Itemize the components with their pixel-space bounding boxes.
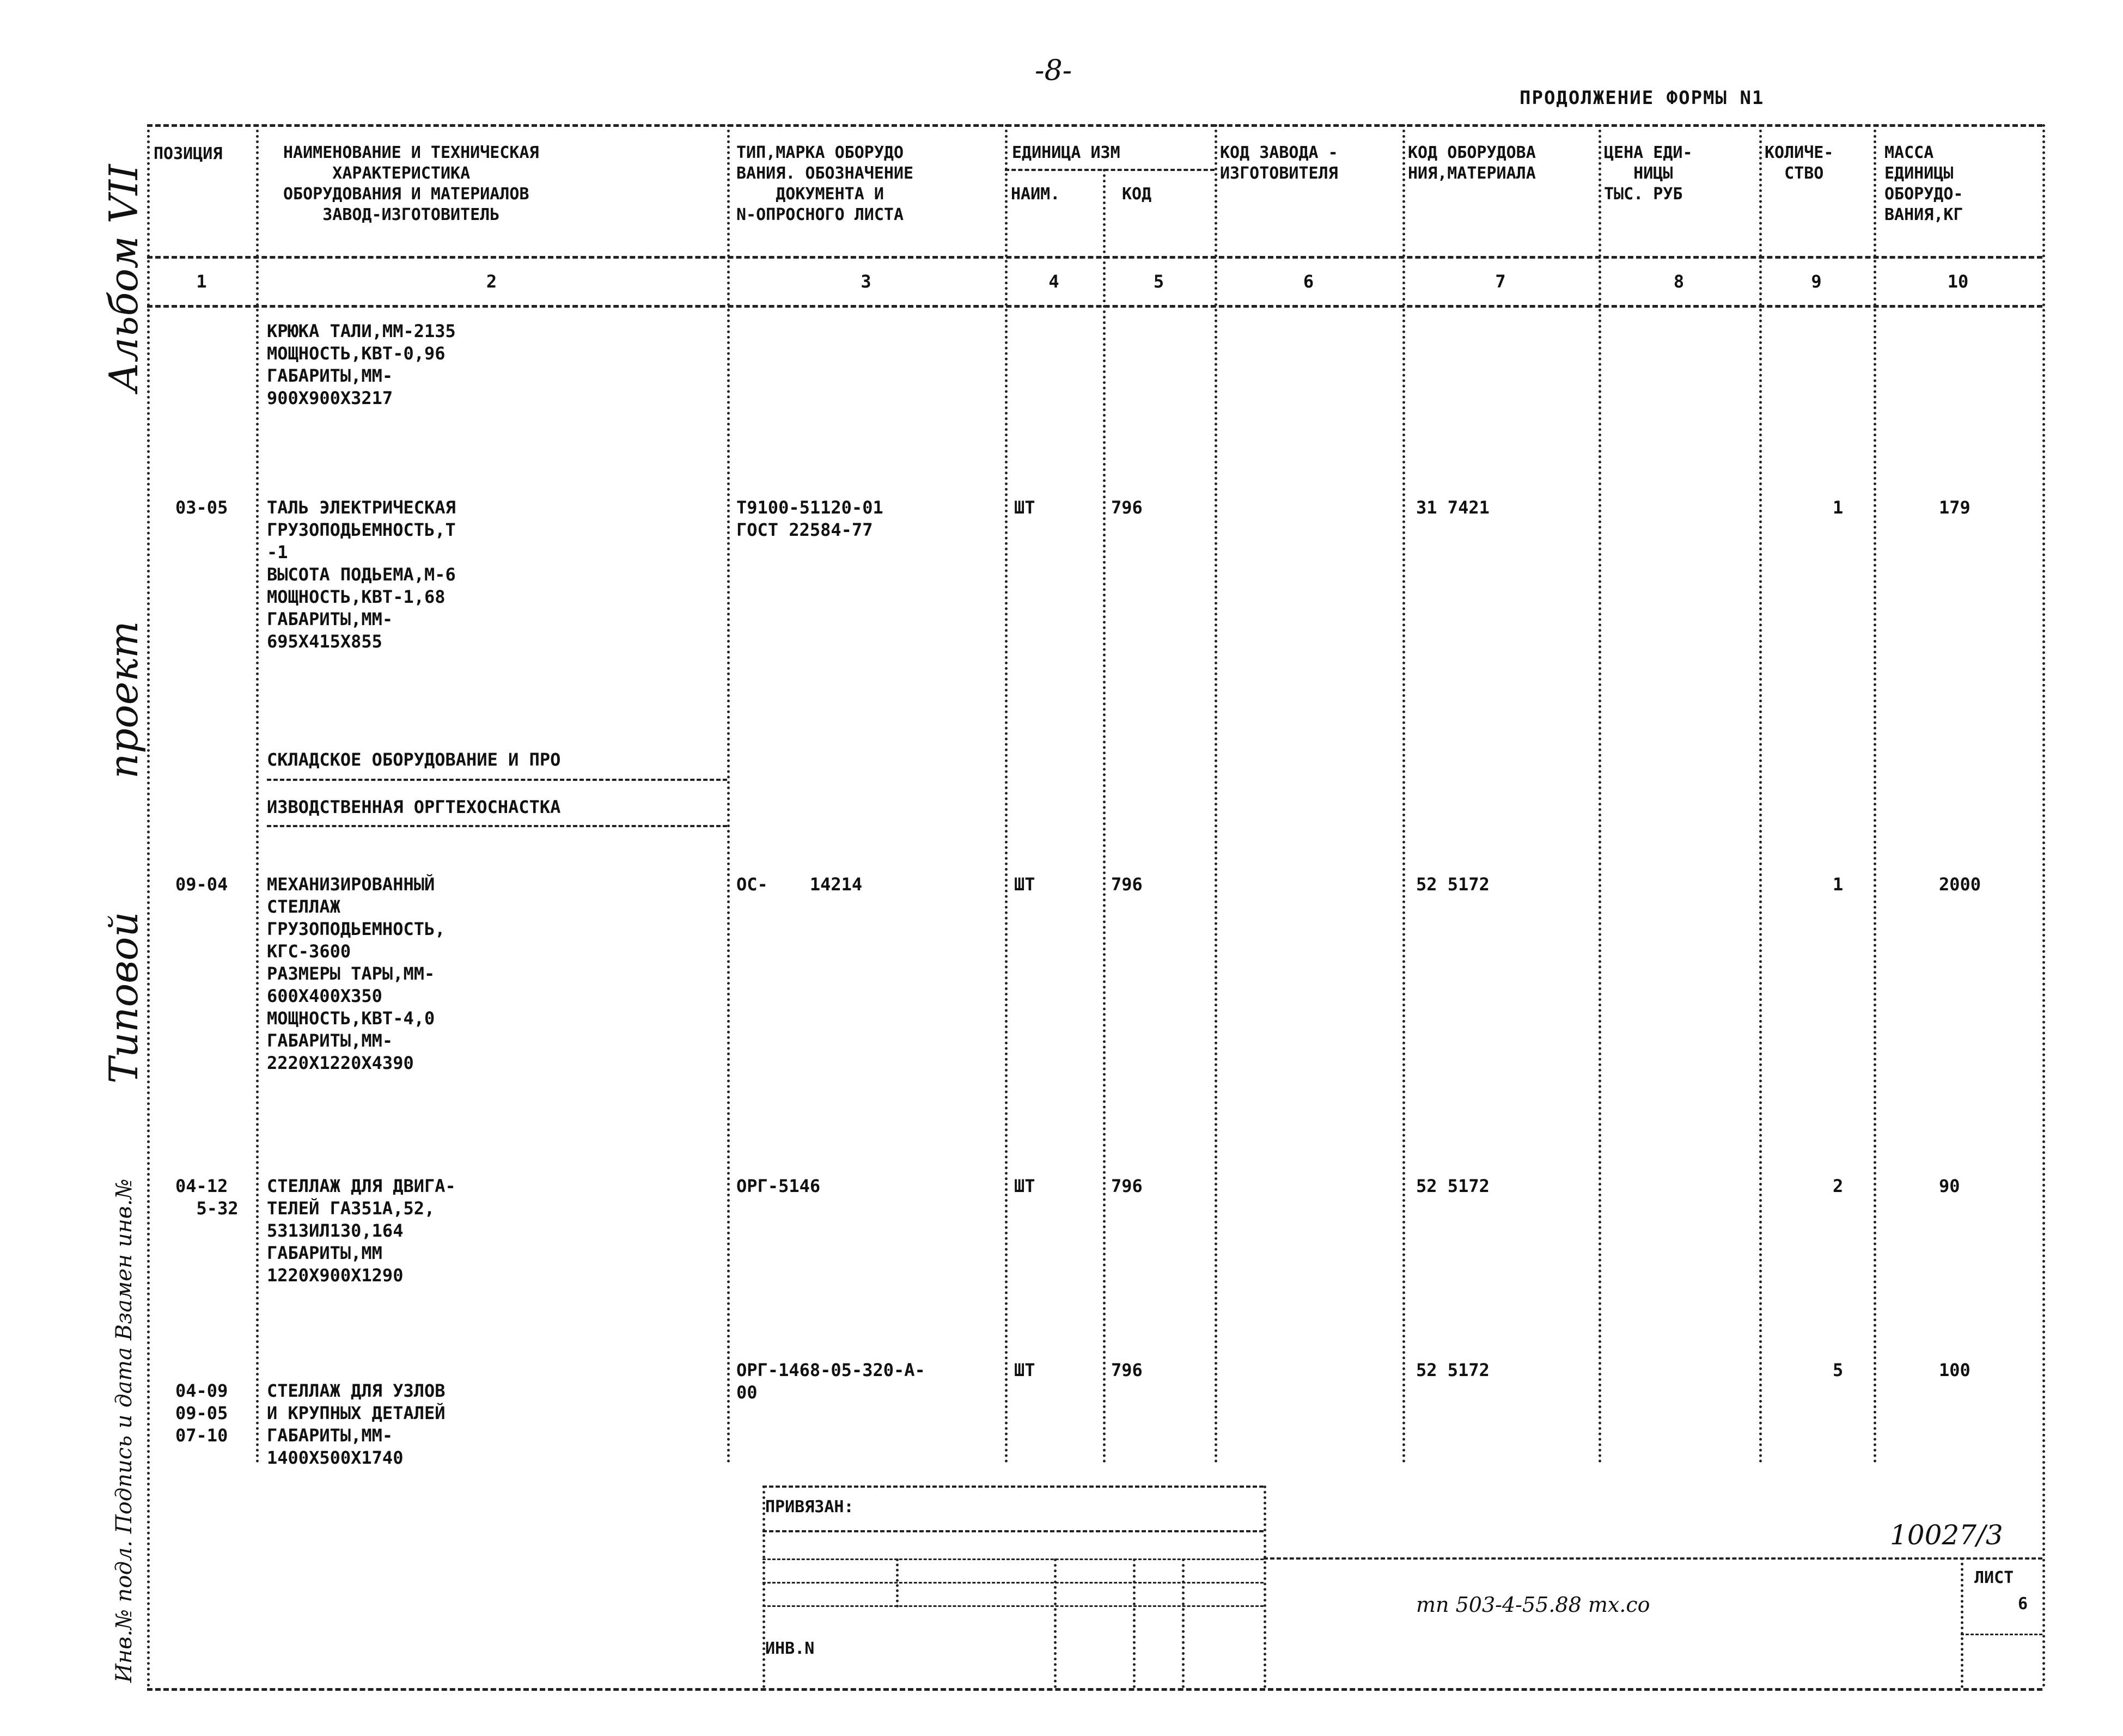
row-quantity: 5 (1833, 1360, 1844, 1380)
column-number-8: 8 (1673, 271, 1685, 292)
table-right-border (2042, 124, 2045, 1688)
header-position: ПОЗИЦИЯ (154, 144, 223, 163)
row-equipment-code: 52 5172 (1416, 1360, 1490, 1380)
stamp-divider-1 (896, 1558, 899, 1607)
column-number-10: 10 (1947, 271, 1969, 292)
row-type: ОРГ-5146 (736, 1176, 821, 1196)
row-quantity: 1 (1833, 497, 1844, 518)
row-unit: ШТ (1014, 1360, 1035, 1380)
column-number-5: 5 (1153, 271, 1164, 292)
row-unit: ШТ (1014, 497, 1035, 518)
stamp-divider-3 (1133, 1558, 1136, 1688)
header-type: ТИП,МАРКА ОБОРУДО ВАНИЯ. ОБОЗНАЧЕНИЕ ДОКУМЕНТА И N-ОПРОСНОГО ЛИСТА (736, 143, 914, 224)
row-unit-code: 796 (1111, 1360, 1143, 1380)
header-equipment-code: КОД ОБОРУДОВА НИЯ,МАТЕРИАЛА (1408, 143, 1536, 183)
stamp-inventory-label: ИНВ.N (765, 1639, 815, 1658)
page-bottom-rule (147, 1688, 2042, 1691)
colnum-bottom-rule (147, 305, 2042, 308)
stamp-rule-3 (762, 1582, 1264, 1584)
row-position: 04-09 09-05 07-10 (175, 1380, 228, 1446)
section-title-line-1: СКЛАДСКОЕ ОБОРУДОВАНИЕ И ПРО (267, 749, 561, 770)
header-bottom-rule (147, 256, 2042, 259)
stamp-rule-1 (762, 1530, 1264, 1532)
table-left-border (147, 124, 150, 1688)
row-name: СТЕЛЛАЖ ДЛЯ ДВИГА- ТЕЛЕЙ ГАЗ51А,52, 5313ИЛ130,164 ГАБАРИТЫ,ММ 1220Х900Х1290 (267, 1176, 456, 1286)
side-label-typical: Типовой (101, 912, 147, 1084)
row-mass: 100 (1939, 1360, 1971, 1380)
document-code: тп 503-4-55.88 тх.со (1416, 1593, 1650, 1617)
sheet-code: 10027/3 (1890, 1519, 2003, 1551)
row-name: МЕХАНИЗИРОВАННЫЙ СТЕЛЛАЖ ГРУЗОПОДЬЕМНОСТЬ, КГС-3600 РАЗМЕРЫ ТАРЫ,ММ- 600Х400Х350 МОЩНОСТЬ,КВТ-4,0 ГАБАРИТЫ,ММ- 2220Х1220Х4390 (267, 874, 446, 1073)
row-mass: 179 (1939, 497, 1971, 518)
section-rule-1 (267, 779, 727, 781)
row-quantity: 2 (1833, 1176, 1844, 1196)
row-equipment-code: 31 7421 (1416, 497, 1490, 518)
row-unit-code: 796 (1111, 1176, 1143, 1196)
stamp-rule-4 (762, 1605, 1264, 1607)
row-mass: 2000 (1939, 874, 1981, 895)
form-continuation: ПРОДОЛЖЕНИЕ ФОРМЫ N1 (1520, 87, 1765, 109)
column-number-9: 9 (1811, 271, 1822, 292)
sheet-label: ЛИСТ (1974, 1568, 2014, 1587)
table-top-rule (147, 124, 2042, 127)
col-divider-2 (727, 124, 730, 1464)
row-name: СТЕЛЛАЖ ДЛЯ УЗЛОВ И КРУПНЫХ ДЕТАЛЕЙ ГАБАРИТЫ,ММ- 1400Х500Х1740 (267, 1380, 446, 1468)
column-number-3: 3 (861, 271, 871, 292)
col-divider-9 (1874, 124, 1876, 1464)
row-unit-code: 796 (1111, 874, 1143, 895)
column-number-7: 7 (1495, 271, 1506, 292)
row-position: 04-12 5-32 (175, 1176, 239, 1219)
column-number-4: 4 (1048, 271, 1059, 292)
col-divider-7 (1599, 124, 1601, 1464)
row-equipment-code: 52 5172 (1416, 1176, 1490, 1196)
header-unit-price: ЦЕНА ЕДИ- НИЦЫ ТЫС. РУБ (1604, 143, 1693, 204)
col-divider-3 (1005, 124, 1008, 1464)
stamp-left-border (762, 1486, 765, 1688)
stamp-right-border (1264, 1486, 1266, 1688)
col-divider-1 (256, 124, 259, 1464)
page-number: -8- (1035, 54, 1072, 87)
row-position: 03-05 (175, 497, 228, 518)
row-type: ОРГ-1468-05-320-А- 00 (736, 1360, 925, 1403)
row-type: ОС- 14214 (736, 874, 863, 895)
col-divider-5 (1215, 124, 1217, 1464)
section-rule-2 (267, 825, 727, 827)
col-divider-6 (1402, 124, 1405, 1464)
row-equipment-code: 52 5172 (1416, 874, 1490, 895)
stamp-divider-4 (1182, 1558, 1185, 1688)
sheet-number: 6 (2018, 1594, 2028, 1613)
side-label-album: Альбом VII (101, 164, 147, 392)
stamp-bound-label: ПРИВЯЗАН: (765, 1497, 854, 1517)
unit-split-rule (1005, 169, 1215, 171)
row-unit-code: 796 (1111, 497, 1143, 518)
side-label-project: проект (101, 621, 147, 779)
header-quantity: КОЛИЧЕ- СТВО (1765, 143, 1834, 183)
row-position: 09-04 (175, 874, 228, 895)
row-type: Т9100-51120-01 ГОСТ 22584-77 (736, 497, 883, 540)
header-unit: ЕДИНИЦА ИЗМ (1012, 143, 1120, 162)
header-maker-code: КОД ЗАВОДА - ИЗГОТОВИТЕЛЯ (1220, 143, 1338, 183)
row-unit: ШТ (1014, 1176, 1035, 1196)
side-label-inventory: Инв.№ подл. Подпись и дата Взамен инв.№ (112, 1178, 137, 1683)
column-number-1: 1 (196, 271, 207, 292)
sheet-box-rule (1961, 1634, 2042, 1635)
section-title-line-2: ИЗВОДСТВЕННАЯ ОРГТЕХОСНАСТКА (267, 797, 561, 817)
col-divider-8 (1759, 124, 1762, 1464)
header-unit-name: НАИМ. (1011, 185, 1060, 204)
col-divider-4 (1103, 169, 1106, 1464)
stamp-rule-top (762, 1486, 1264, 1488)
row-quantity: 1 (1833, 874, 1844, 895)
stamp-rule-right (1264, 1557, 2042, 1560)
header-name: НАИМЕНОВАНИЕ И ТЕХНИЧЕСКАЯ ХАРАКТЕРИСТИКА ОБОРУДОВАНИЯ И МАТЕРИАЛОВ ЗАВОД-ИЗГОТОВИТЕЛЬ (283, 143, 539, 224)
row-mass: 90 (1939, 1176, 1960, 1196)
column-number-2: 2 (486, 271, 497, 292)
row-name: ТАЛЬ ЭЛЕКТРИЧЕСКАЯ ГРУЗОПОДЬЕМНОСТЬ,Т -1 ВЫСОТА ПОДЬЕМА,М-6 МОЩНОСТЬ,КВТ-1,68 ГАБАРИТЫ,ММ- 695Х415Х855 (267, 497, 456, 652)
sheet-box-border (1961, 1557, 1963, 1688)
row-name: КРЮКА ТАЛИ,ММ-2135 МОЩНОСТЬ,КВТ-0,96 ГАБАРИТЫ,ММ- 900Х900Х3217 (267, 321, 456, 408)
stamp-rule-2 (762, 1558, 1264, 1560)
column-number-6: 6 (1303, 271, 1314, 292)
stamp-divider-2 (1054, 1558, 1057, 1688)
header-mass: МАССА ЕДИНИЦЫ ОБОРУДО- ВАНИЯ,КГ (1884, 143, 1963, 224)
header-unit-code: КОД (1122, 185, 1152, 204)
row-unit: ШТ (1014, 874, 1035, 895)
